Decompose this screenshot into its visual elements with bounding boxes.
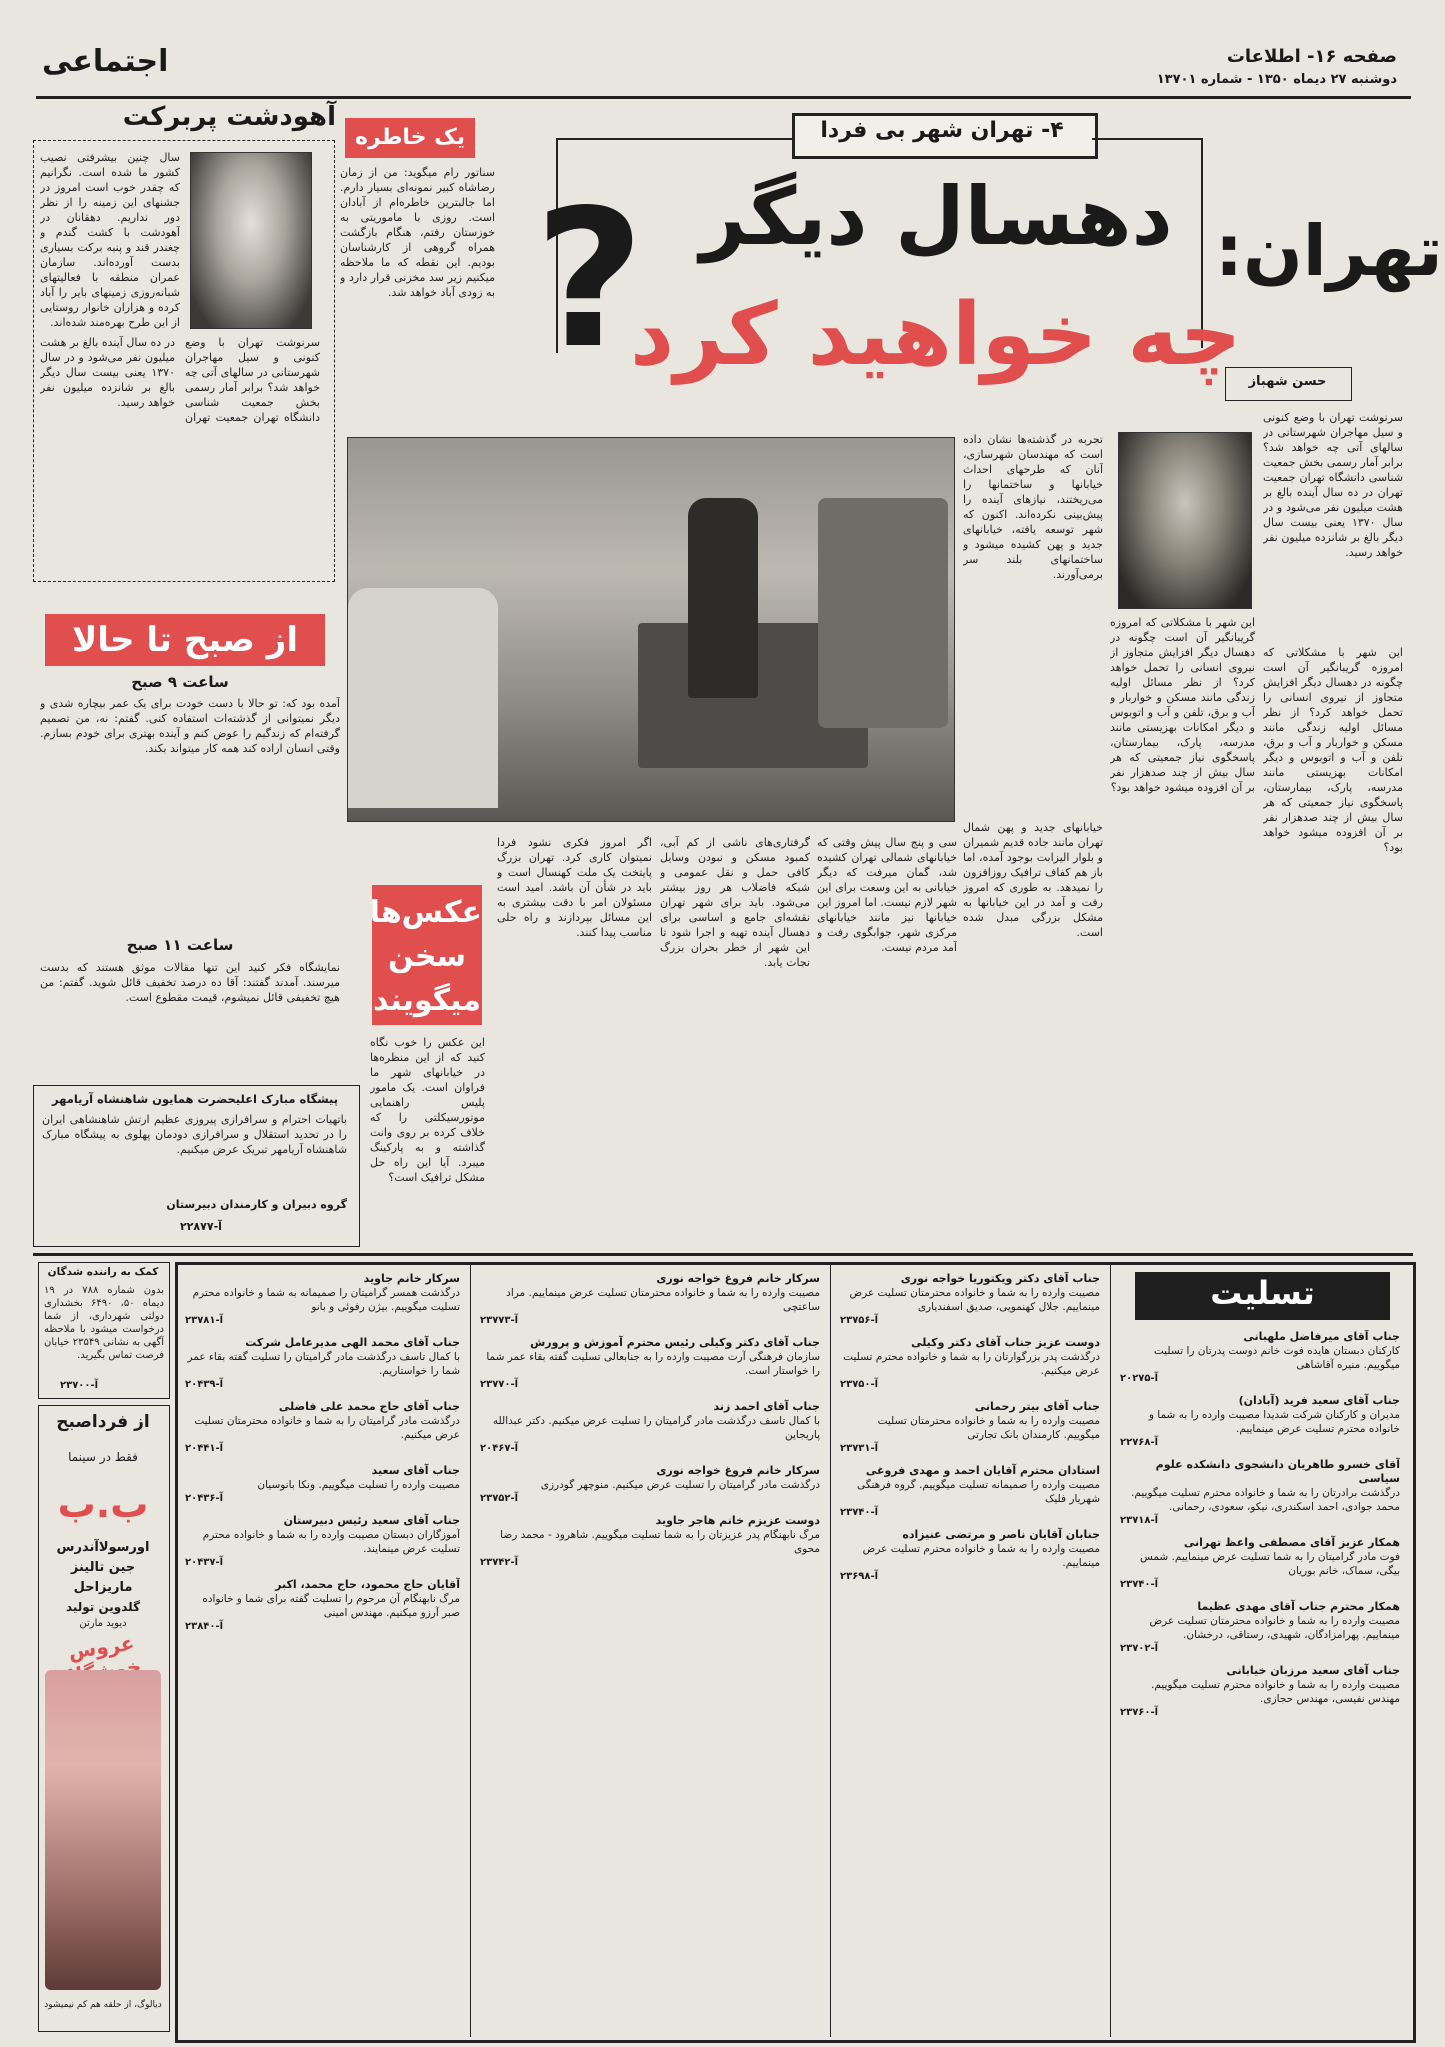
condolence-item: دوست عزیزم خانم هاجر جاوید مرگ نابهنگام پدر عزیزتان را به شما تسلیت میگوییم. شاهرود - محمد رضا محوی آ-۲۳۷۴۲ [480,1514,820,1568]
series-label: ۴- تهران شهر بی فردا [820,118,1064,143]
cinema-name: ب.ب [57,1482,149,1526]
payam-code: آ-۲۲۸۷۷ [180,1220,222,1233]
condolence-item: سرکار خانم جاوید درگذشت همسر گرامیتان را صمیمانه به شما و خانواده محترم تسلیت میگوییم. بیژن رفوئی و بانو آ-۲۳۷۸۱ [185,1272,460,1326]
payam-sign: گروه دبیران و کارمندان دبیرستان [166,1198,347,1211]
cinema-lead: از فرداصبح [56,1412,150,1432]
title-line1: دهسال دیگر [700,170,1173,263]
condolence-item: جناب آقای حاج محمد علی فاضلی درگذشت مادر گرامیتان را به شما و خانواده محترمتان تسلیت عرض میکنیم. آ-۲۰۴۴۱ [185,1400,460,1454]
lostdog-code: آ-۲۳۷۰۰ [60,1380,99,1391]
condolence-col-sep-1 [830,1262,831,2037]
condolence-item: همکار محترم جناب آقای مهدی عظیما مصیبت وارده را به شما و خانواده محترمتان تسلیت عرض مینماییم. پهرامزادگان، شهیدی، رستاقی، درخشان. آ-۲۳۷۰۲ [1120,1600,1400,1654]
photo-bus [818,498,948,728]
condolence-item: جنابان آقایان ناصر و مرتضی عنیزاده مصیبت وارده را به شما و خانواده محترم تسلیت عرض مینماییم. آ-۲۳۶۹۸ [840,1528,1100,1582]
cinema-cast-4: گلدوین تولید [65,1600,141,1614]
condolence-inner-frame [1110,1262,1111,2037]
payam-title: پیشگاه مبارک اعلیحضرت همایون شاهنشاه آریامهر [51,1092,339,1106]
condolence-col-sep-2 [470,1262,471,2037]
author-name: حسن شهباز [1248,374,1327,389]
condolence-item: سرکار خانم فروغ خواجه نوری درگذشت مادر گرامیتان را تسلیت عرض میکنیم. منوچهر گودرزی آ-۲۳۷۵۲ [480,1464,820,1504]
condolence-col-1 [1120,1330,1400,2030]
aks-text: این عکس را خوب نگاه کنید که از این منظره‌ها در خیابانهای شهر ما فراوان است. یک مامور پلیس راهنمایی موتورسیکلتی را که خلاف کرده بر روی وانت گذاشته و به پارکینگ میبرد. آیا این راه حل مشکل ترافیک است؟ [370,1036,485,1184]
condolence-item: جناب آقای دکتر وکیلی رئیس محترم آموزش و پرورش سازمان فرهنگی آرت مصیبت وارده را به جنابعالی تسلیت گفته بقاء عمر شما را خواستار است. آ-۲۳۷۷۰ [480,1336,820,1390]
date-info: دوشنبه ۲۷ دیماه ۱۳۵۰ - شماره ۱۳۷۰۱ [1156,72,1397,87]
lostdog-text: بدون شماره ۷۸۸ در ۱۹ دیماه ۵۰، ۶۴۹۰ بخشداری دولتی شهرداری، از شما درخواست میشود با ملاحظه آگهی به نشانی ۲۳۵۴۹ خیابان فرصت تماس بگیرید. [44,1285,164,1361]
frame-top-rule [556,138,792,140]
main-bottom-rule [33,1253,1413,1256]
khatere-label: یک خاطره [345,118,475,158]
condolence-item: جناب آقای دکتر ویکتوریا خواجه نوری مصیبت وارده را به شما و خانواده محترمتان تسلیت عرض مینماییم. جلال کهنمویی، صدیق اسفندیاری آ-۲۳۷۵۶ [840,1272,1100,1326]
condolence-title: تسلیت [1210,1274,1315,1312]
col-2: این شهر با مشکلاتی که امروزه گریبانگیر آن است چگونه در دهسال دیگر افزایش متجاوز از نیروی انسانی را تحمل خواهد کرد؟ از نظر مسائل اولیه زندگی مانند مسکن و خواربار و آب و برق، تلفن و آب و اتوبوس و دیگر امکانات بهزیستی مانند مدرسه، پارک، بیمارستان، پاسخگوی نیاز جمعیتی که هر سال بیش از چند صدهزار نفر بر آن افزوده میشود خواهد بود؟ [1263,646,1403,854]
condolence-item: سرکار خانم فروغ خواجه نوری مصیبت وارده را به شما و خانواده محترمتان تسلیت عرض مینماییم. مراد ساعتچی آ-۲۳۷۷۳ [480,1272,820,1326]
cinema-foot: دیالوگ، از حلقه هم کم نیمیشود [44,2000,162,2010]
condolence-item: آقایان حاج محمود، حاج محمد، اکبر مرگ نابهنگام آن مرحوم را تسلیت گفته برای شما و خانواده صبر آرزو میکنیم. مهندس امینی آ-۲۳۸۴۰ [185,1578,460,1632]
col-3b: خیابانهای جدید و پهن شمال تهران مانند جاده قدیم شمیران و بلوار الیزابت بوجود آمده، اما باز هم کفاف ترافیک روزافزون را نمیدهد. به طوری که امروز رفت و آمد در این خیابانها به مشکل بزرگی مبدل شده است. [963,821,1103,939]
cinema-sub: فقط در سینما [68,1450,138,1464]
az-sobh-label: از صبح تا حالا [45,614,325,666]
condolence-item: همکار عزیز آقای مصطفی واعظ تهرانی فوت مادر گرامیتان را به شما تسلیت عرض مینماییم. شمس بیگی، سماک، خانم بوریان آ-۲۳۷۴۰ [1120,1536,1400,1590]
saat9-heading: ساعت ۹ صبح [131,673,229,691]
condolence-item: دوست عزیز جناب آقای دکتر وکیلی درگذشت پدر بزرگوارتان را به شما و خانواده محترم تسلیت عرض میکنیم. آ-۲۳۷۵۰ [840,1336,1100,1390]
cinema-cast-1: اورسولاآندرس [56,1540,150,1555]
title-prefix: تهران: [1215,210,1443,292]
condolence-item: جناب آقای سعید فرید (آبادان) مدیران و کارکنان شرکت شدیدا مصیبت وارده را به شما و خانواده محترم تسلیت عرض مینماییم. آ-۲۲۷۶۸ [1120,1394,1400,1448]
col-5: گرفتاری‌های ناشی از کم آبی، کمبود مسکن و نبودن وسایل کافی حمل و نقل عمومی و شبکه فاضلاب هر روز بیشتر می‌شود. باید برای شهر تهران نقشه‌ای جامع و اساسی برای دهسال آینده تهیه و اجرا شود تا این شهر از خطر بحران بزرگ نجات یابد. [660,836,810,969]
col-4: سی و پنج سال پیش وقتی که خیابانهای شمالی تهران کشیده شد، گمان میرفت که دیگر خیابانی به این وسعت برای این شهر لازم نیست. اما امروز این خیابانها نیز مانند خیابانهای مرکزی شهر، جوابگوی رفت و آمد مردم نیست. [817,836,957,954]
condolence-item: استادان محترم آقایان احمد و مهدی فروغی مصیبت وارده را صمیمانه تسلیت میگوییم. گروه فرهنگی شهریار فلیک آ-۲۳۷۴۰ [840,1464,1100,1518]
cinema-poster [45,1670,161,1990]
aho-title: آهودشت پربرکت [122,102,336,132]
lostdog-title: کمک به راننده شدگان [47,1266,159,1278]
photo-car [348,588,498,808]
condolence-item: جناب آقای سعید مصیبت وارده را تسلیت میگوییم. ونکا بانوسیان آ-۲۰۴۳۶ [185,1464,460,1504]
aho-text: سال چنین بیشرفتی نصیب کشور ما شده است. نگرانیم که چقدر خوب است امروز در جشنهای این زمینه را از نظر دور نداریم. دهقانان در آهودشت با کشت گندم و چغندر قند و پنبه برکت بسیاری بدست آورده‌اند. سازمان عمران منطقه با فعالیتهای شبانه‌روزی زمینهای بایر را آباد کرده و هزاران خانوار روستایی از این طرح بهره‌مند شده‌اند. [40,151,180,329]
condolence-col-4 [185,1272,460,2032]
question-mark: ؟ [535,169,646,390]
saat9-text: آمده بود که: تو حالا با دست خودت برای یک عمر بیچاره شدی و دیگر نمیتوانی از گذشته‌ات استفاده کنی. گفتم: نه، من تصمیم گرفته‌ام که زندگیم را عوض کنم و آینده بهتری برای خودم بسازم. وقتی انسان اراده کند همه کار میتواند بکند. [40,697,340,755]
khatere-text: سناتور رام میگوید: من از زمان رضاشاه کبیر نمونه‌ای بسیار دارم. اما جالبترین خاطره‌ام از آبادان است. روزی با ماموریتی به خوزستان رفتم، هنگام بازگشت همراه گروهی از کارشناسان بودیم. این نقطه که ما ملاحظه میکنیم زیر سد مخزنی قرار دارد و به زودی آباد خواهد شد. [340,166,495,299]
saat11-heading: ساعت ۱۱ صبح [126,936,234,954]
col-6: اگر امروز فکری نشود فردا نمیتوان کاری کرد. تهران بزرگ پایتخت یک ملت کهنسال است و باید در شأن آن باشد. امید است مسئولان امر با دقت بیشتری به این مسائل بپردازند و راه حلی مناسب پیدا کنند. [497,836,652,939]
col-2b: این شهر با مشکلاتی که امروزه گریبانگیر آن است چگونه در دهسال دیگر افزایش متجاوز از نیروی انسانی را تحمل خواهد کرد؟ از نظر مسائل اولیه زندگی مانند مسکن و خواربار و آب و برق، تلفن و آب و اتوبوس و دیگر امکانات بهزیستی مانند مدرسه، پارک، بیمارستان، پاسخگوی نیاز جمعیتی که هر سال بیش از چند صدهزار نفر بر آن افزوده میشود خواهد بود؟ [1110,616,1255,794]
cinema-film-title: عروس [66,1630,136,1664]
section-label: اجتماعی [42,44,169,79]
cinema-cast-3: ماریزاحل [73,1580,133,1595]
condolence-item: جناب آقای سعید رئیس دبیرستان آموزگاران دبستان مصیبت وارده را به شما و خانواده محترم تسلیت عرض مینمایند. آ-۲۰۴۳۷ [185,1514,460,1568]
aho-text-2: سرنوشت تهران با وضع کنونی و سیل مهاجران شهرستانی در سالهای آتی چه خواهد شد؟ برابر آمار رسمی بخش جمعیت شناسی دانشگاه تهران جمعیت تهران در ده سال آینده بالغ بر هشت میلیون نفر می‌شود و در سال ۱۳۷۰ یعنی بیست سال دیگر بالغ بر شانزده میلیون نفر خواهد رسید. [40,336,320,424]
portrait-photo-right [1118,432,1252,609]
title-line2: چه خواهید کرد [630,285,1242,385]
condolence-col-3 [480,1272,820,2032]
aks-label: عکس‌ها سخن میگویند [372,885,482,1025]
frame-top-rule-r [1092,138,1202,140]
condolence-item: جناب آقای میرفاضل ملهبانی کارکنان دبستان هایده فوت خانم دوست پدرتان را تسلیت میگوییم. منیره آقاشاهی آ-۲۰۲۷۵ [1120,1330,1400,1384]
condolence-item: آقای خسرو طاهریان دانشجوی دانشکده علوم سیاسی درگذشت برادرتان را به شما و خانواده محترم تسلیت میگوییم. محمد جوادی، احمد اسکندری، نیکو، سعودی، رحمانی. آ-۲۳۷۱۸ [1120,1458,1400,1526]
page-info: صفحه ۱۶- اطلاعات [1226,46,1397,67]
main-photo [347,437,955,822]
col-intro: سرنوشت تهران با وضع کنونی و سیل مهاجران شهرستانی در سالهای آتی چه خواهد شد؟ برابر آمار رسمی بخش جمعیت شناسی دانشگاه تهران جمعیت تهران در ده سال آینده بالغ بر هشت میلیون نفر می‌شود و در سال ۱۳۷۰ یعنی بیست سال دیگر بالغ بر شانزده میلیون نفر خواهد رسید. [1263,411,1403,559]
cinema-cast-5: دیوید مارتن [79,1618,127,1629]
col-3: تجربه در گذشته‌ها نشان داده است که مهندسان شهرسازی، آنان که طرحهای احداث خیابانها و ساختمانها را می‌ریختند، نیازهای آینده را پیش‌بینی نکرده‌اند. اکنون که شهر توسعه یافته، خیابانهای جدید و پهن کشیده میشود و ساختمانهای بلند سر برمی‌آورند. [963,433,1103,581]
portrait-photo-left [190,152,312,329]
header-rule [36,96,1411,99]
saat11-text: نمایشگاه فکر کنید این تنها مقالات موثق هستند که بدست میرسند. آمدند گفتند: آقا ده درصد تخفیف قائل شوید. گفتم: من هیچ تخفیفی قائل نمیشوم، قیمت مقطوع است. [40,961,340,1004]
condolence-item: جناب آقای بیتر رحمانی مصیبت وارده را به شما و خانواده محترمتان تسلیت میگوییم. کارمندان بانک تجارتی آ-۲۳۷۳۱ [840,1400,1100,1454]
condolence-item: جناب آقای محمد الهی مدیرعامل شرکت با کمال تاسف درگذشت مادر گرامیتان را تسلیت گفته بقاء عمر شما را خواستاریم. آ-۲۰۴۳۹ [185,1336,460,1390]
condolence-col-2 [840,1272,1100,2032]
photo-officer [688,498,758,698]
payam-text: باتهیات احترام و سرافرازی پیروزی عظیم ارتش شاهنشاهی ایران را در تحدید استقلال و سرافرازی دودمان پهلوی به پیشگاه مبارک شاهنشاه آریامهر تبریک عرض میکنیم. [42,1113,347,1156]
cinema-cast-2: جین تالینز [70,1560,136,1575]
condolence-item: جناب آقای سعید مرزبان خیابانی مصیبت وارده را به شما و خانواده محترم تسلیت میگوییم. مهندس نفیسی، مهندس حجازی. آ-۲۳۷۶۰ [1120,1664,1400,1718]
condolence-item: جناب آقای احمد زند با کمال تاسف درگذشت مادر گرامیتان را تسلیت عرض میکنیم. دکتر عبدالله پاریجاین آ-۲۰۴۶۷ [480,1400,820,1454]
